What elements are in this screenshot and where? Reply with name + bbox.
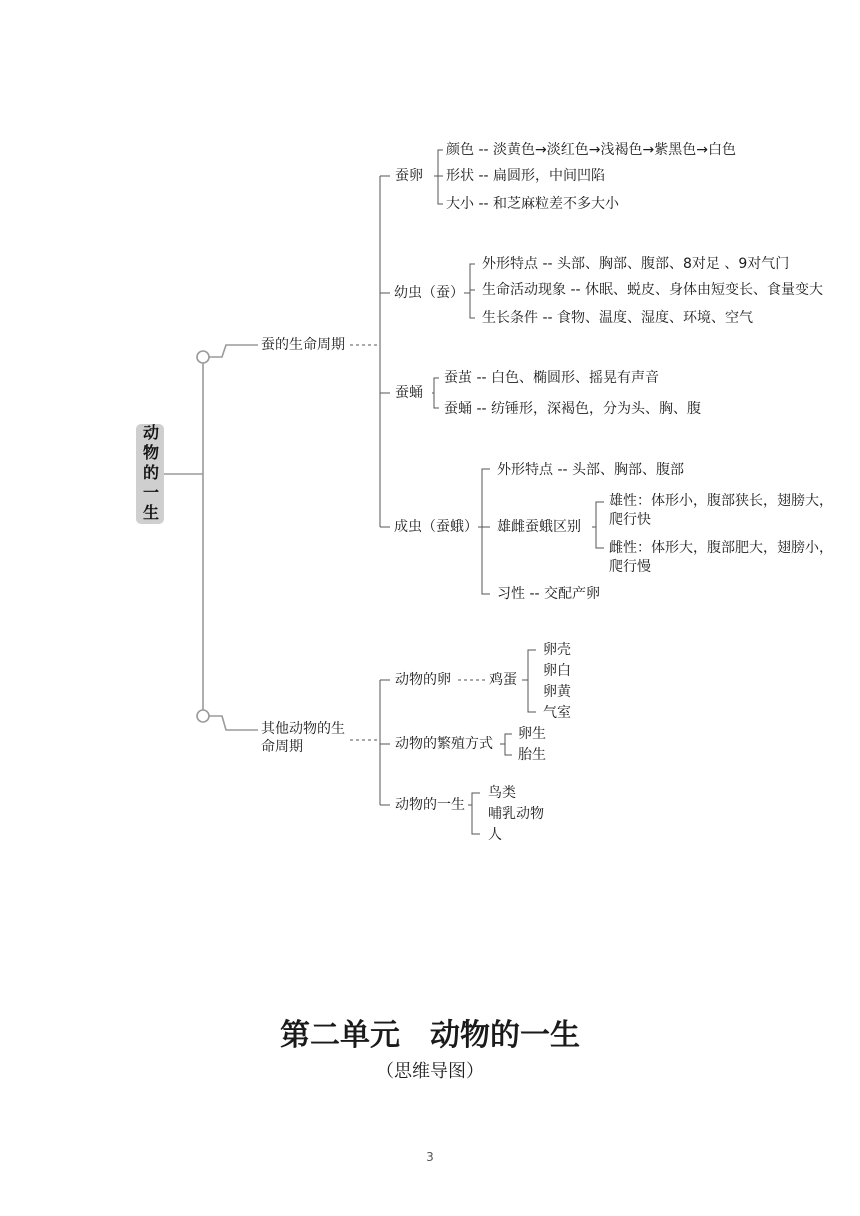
- larva-trait-value: 食物、温度、湿度、环境、空气: [557, 310, 754, 326]
- dash-connector: --: [538, 310, 558, 326]
- chicken-egg-label: 鸡蛋: [489, 672, 517, 688]
- others-label-line-1: 其他动物的生: [261, 721, 345, 737]
- color-4: 紫黑色: [654, 142, 697, 158]
- egg-size-value: 和芝麻粒差不多大小: [493, 196, 620, 212]
- larva-trait-label: 生命活动现象: [482, 282, 566, 298]
- egg-color-label: 颜色: [446, 142, 474, 158]
- arrow-right-icon: →: [588, 142, 601, 158]
- egg-part: 卵白: [543, 663, 571, 679]
- dash-connector: --: [474, 142, 494, 158]
- dash-connector: --: [474, 168, 494, 184]
- arrow-right-icon: →: [535, 142, 547, 158]
- pupa-item-row: [444, 400, 701, 418]
- larva-trait-value: 头部、胸部、腹部、8对足 、9对气门: [557, 256, 790, 272]
- color-3: 浅褐色: [600, 142, 643, 158]
- silkworm-cycle-label: 蚕的生命周期: [261, 337, 345, 353]
- life-example: 鸟类: [488, 785, 516, 801]
- page-title: 第二单元 动物的一生: [280, 1018, 580, 1053]
- egg-size-label: 大小: [446, 196, 474, 212]
- egg-part: 卵壳: [543, 642, 571, 658]
- dash-connector: --: [525, 586, 545, 602]
- dash-connector: --: [566, 282, 586, 298]
- animal-eggs-label: 动物的卵: [395, 672, 451, 688]
- arrow-right-icon: →: [642, 142, 655, 158]
- reproduction-type: 卵生: [518, 726, 546, 742]
- reproduction-label: 动物的繁殖方式: [395, 736, 493, 752]
- arrow-right-icon: →: [696, 142, 708, 158]
- pupa-item-value: 纺锤形，深褐色，分为头、胸、腹: [491, 401, 702, 417]
- others-label-line-2: 命周期: [261, 739, 303, 755]
- adult-habit-value: 交配产卵: [544, 586, 601, 602]
- dash-connector: --: [553, 462, 573, 478]
- pupa-item-value: 白色、椭圆形、摇晃有声音: [491, 370, 660, 386]
- adult-form-label: 外形特点: [497, 462, 553, 478]
- egg-color-row: [446, 141, 736, 159]
- larva-trait-row: [482, 281, 823, 299]
- egg-shape-row: [446, 167, 605, 185]
- color-1: 淡黄色: [493, 142, 536, 158]
- adult-habit-row: [497, 585, 600, 603]
- female-line-1: 雌性：体形大，腹部肥大，翅膀小，: [609, 540, 833, 556]
- sex-difference-label: 雄雌蚕蛾区别: [497, 519, 581, 535]
- egg-shape-value: 扁圆形，中间凹陷: [493, 168, 606, 184]
- adult-form-value: 头部、胸部、腹部: [572, 462, 685, 478]
- animal-life-label: 动物的一生: [395, 797, 465, 813]
- male-line-2: 爬行快: [609, 512, 651, 528]
- adult-label: 成虫（蚕蛾）: [394, 519, 478, 535]
- larva-trait-value: 休眠、蜕皮、身体由短变长、食量变大: [585, 282, 824, 298]
- dash-connector: --: [538, 256, 558, 272]
- egg-label: 蚕卵: [395, 168, 423, 184]
- life-example: 人: [488, 827, 502, 843]
- larva-trait-row: [482, 255, 789, 273]
- color-2: 淡红色: [546, 142, 589, 158]
- egg-part: 卵黄: [543, 684, 571, 700]
- male-line-1: 雄性：体形小，腹部狭长，翅膀大，: [609, 493, 833, 509]
- adult-form-row: [497, 461, 684, 479]
- dash-connector: --: [472, 370, 492, 386]
- reproduction-type: 胎生: [518, 747, 546, 763]
- adult-habit-label: 习性: [497, 586, 525, 602]
- dash-connector: --: [474, 196, 494, 212]
- larva-trait-row: [482, 309, 753, 327]
- female-line-2: 爬行慢: [609, 559, 651, 575]
- pupa-label: 蚕蛹: [395, 385, 423, 401]
- larva-label: 幼虫（蚕）: [394, 285, 464, 301]
- larva-trait-label: 生长条件: [482, 310, 538, 326]
- egg-size-row: [446, 195, 619, 213]
- color-5: 白色: [707, 142, 736, 158]
- life-example: 哺乳动物: [488, 806, 544, 822]
- egg-shape-label: 形状: [446, 168, 474, 184]
- egg-part: 气室: [543, 705, 571, 721]
- page-number: 3: [426, 1150, 434, 1164]
- pupa-item-row: [444, 369, 659, 387]
- mindmap-root: 动物的一生: [136, 424, 164, 524]
- pupa-item-label: 蚕茧: [444, 370, 472, 386]
- dash-connector: --: [472, 401, 492, 417]
- larva-trait-label: 外形特点: [482, 256, 538, 272]
- page-subtitle: （思维导图）: [376, 1061, 484, 1082]
- pupa-item-label: 蚕蛹: [444, 401, 472, 417]
